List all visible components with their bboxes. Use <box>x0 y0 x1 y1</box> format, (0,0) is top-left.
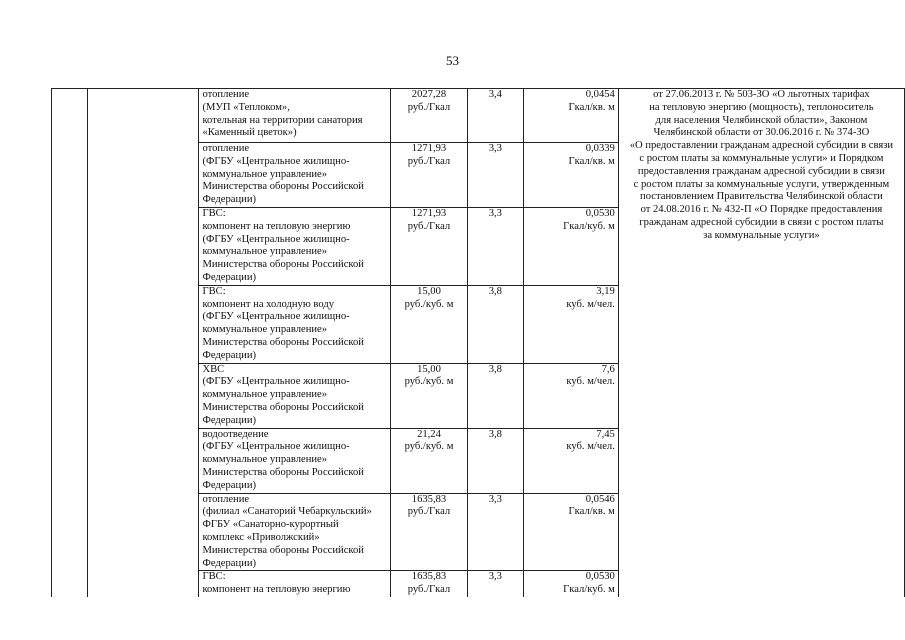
empty-cell <box>88 207 199 285</box>
tariff-cell: 2027,28 руб./Гкал <box>391 89 467 143</box>
service-cell: ГВС: компонент на холодную воду (ФГБУ «Центральное жилищно- коммунальное управление» Министерства обороны Российской Федерации) <box>199 285 391 363</box>
tariff-cell: 21,24 руб./куб. м <box>391 428 467 493</box>
empty-cell <box>52 143 88 208</box>
index-cell: 3,3 <box>467 493 523 571</box>
empty-cell <box>52 493 88 571</box>
table-row <box>52 89 905 143</box>
tariff-cell: 15,00 руб./куб. м <box>391 285 467 363</box>
index-cell: 3,3 <box>467 207 523 285</box>
empty-cell <box>88 571 199 597</box>
service-cell: ХВС (ФГБУ «Центральное жилищно- коммунальное управление» Министерства обороны Российской Федерации) <box>199 363 391 428</box>
empty-cell <box>52 428 88 493</box>
empty-cell <box>88 493 199 571</box>
index-cell: 3,3 <box>467 571 523 597</box>
norm-cell: 7,45 куб. м/чел. <box>523 428 618 493</box>
legal-basis-cell: от 27.06.2013 г. № 503-ЗО «О льготных тарифах на тепловую энергию (мощность), теплоноситель для населения Челябинской области», Законом Челябинской области от 30.06.2016 г. № 374-ЗО «О предоставлении гражданам адресной субсидии в связи с ростом платы за коммунальные услуги» и Порядком предоставления гражданам адресной субсидии в связи с ростом платы за коммунальные услуги, утвержденным постановлением Правительства Челябинской области от 24.08.2016 г. № 432-П «О Порядке предоставления гражданам адресной субсидии в связи с ростом платы за коммунальные услуги» <box>618 89 904 597</box>
service-cell: водоотведение (ФГБУ «Центральное жилищно- коммунальное управление» Министерства обороны Российской Федерации) <box>199 428 391 493</box>
empty-cell <box>52 207 88 285</box>
index-cell: 3,8 <box>467 363 523 428</box>
empty-cell <box>52 571 88 597</box>
norm-cell: 0,0339 Гкал/кв. м <box>523 143 618 208</box>
index-cell: 3,4 <box>467 89 523 143</box>
norm-cell: 3,19 куб. м/чел. <box>523 285 618 363</box>
norm-cell: 0,0546 Гкал/кв. м <box>523 493 618 571</box>
service-cell: ГВС: компонент на тепловую энергию <box>199 571 391 597</box>
empty-cell <box>52 89 88 143</box>
norm-cell: 7,6 куб. м/чел. <box>523 363 618 428</box>
service-cell: отопление (филиал «Санаторий Чебаркульский» ФГБУ «Санаторно-курортный комплекс «Приволжский» Министерства обороны Российской Федерации) <box>199 493 391 571</box>
page-number: 53 <box>446 53 459 68</box>
empty-cell <box>88 143 199 208</box>
service-cell: отопление (ФГБУ «Центральное жилищно- коммунальное управление» Министерства обороны Российской Федерации) <box>199 143 391 208</box>
norm-cell: 0,0530 Гкал/куб. м <box>523 571 618 597</box>
empty-cell <box>88 89 199 143</box>
tariff-cell: 15,00 руб./куб. м <box>391 363 467 428</box>
index-cell: 3,3 <box>467 143 523 208</box>
empty-cell <box>52 285 88 363</box>
norm-cell: 0,0454 Гкал/кв. м <box>523 89 618 143</box>
norm-cell: 0,0530 Гкал/куб. м <box>523 207 618 285</box>
service-cell: отопление (МУП «Теплоком», котельная на территории санатория «Каменный цветок») <box>199 89 391 143</box>
service-cell: ГВС: компонент на тепловую энергию (ФГБУ «Центральное жилищно- коммунальное управление» Министерства обороны Российской Федерации) <box>199 207 391 285</box>
empty-cell <box>88 285 199 363</box>
empty-cell <box>88 363 199 428</box>
tariff-cell: 1635,83 руб./Гкал <box>391 493 467 571</box>
tariff-cell: 1271,93 руб./Гкал <box>391 143 467 208</box>
index-cell: 3,8 <box>467 428 523 493</box>
tariff-cell: 1271,93 руб./Гкал <box>391 207 467 285</box>
tariff-cell: 1635,83 руб./Гкал <box>391 571 467 597</box>
empty-cell <box>52 363 88 428</box>
tariff-table <box>51 88 905 597</box>
empty-cell <box>88 428 199 493</box>
index-cell: 3,8 <box>467 285 523 363</box>
